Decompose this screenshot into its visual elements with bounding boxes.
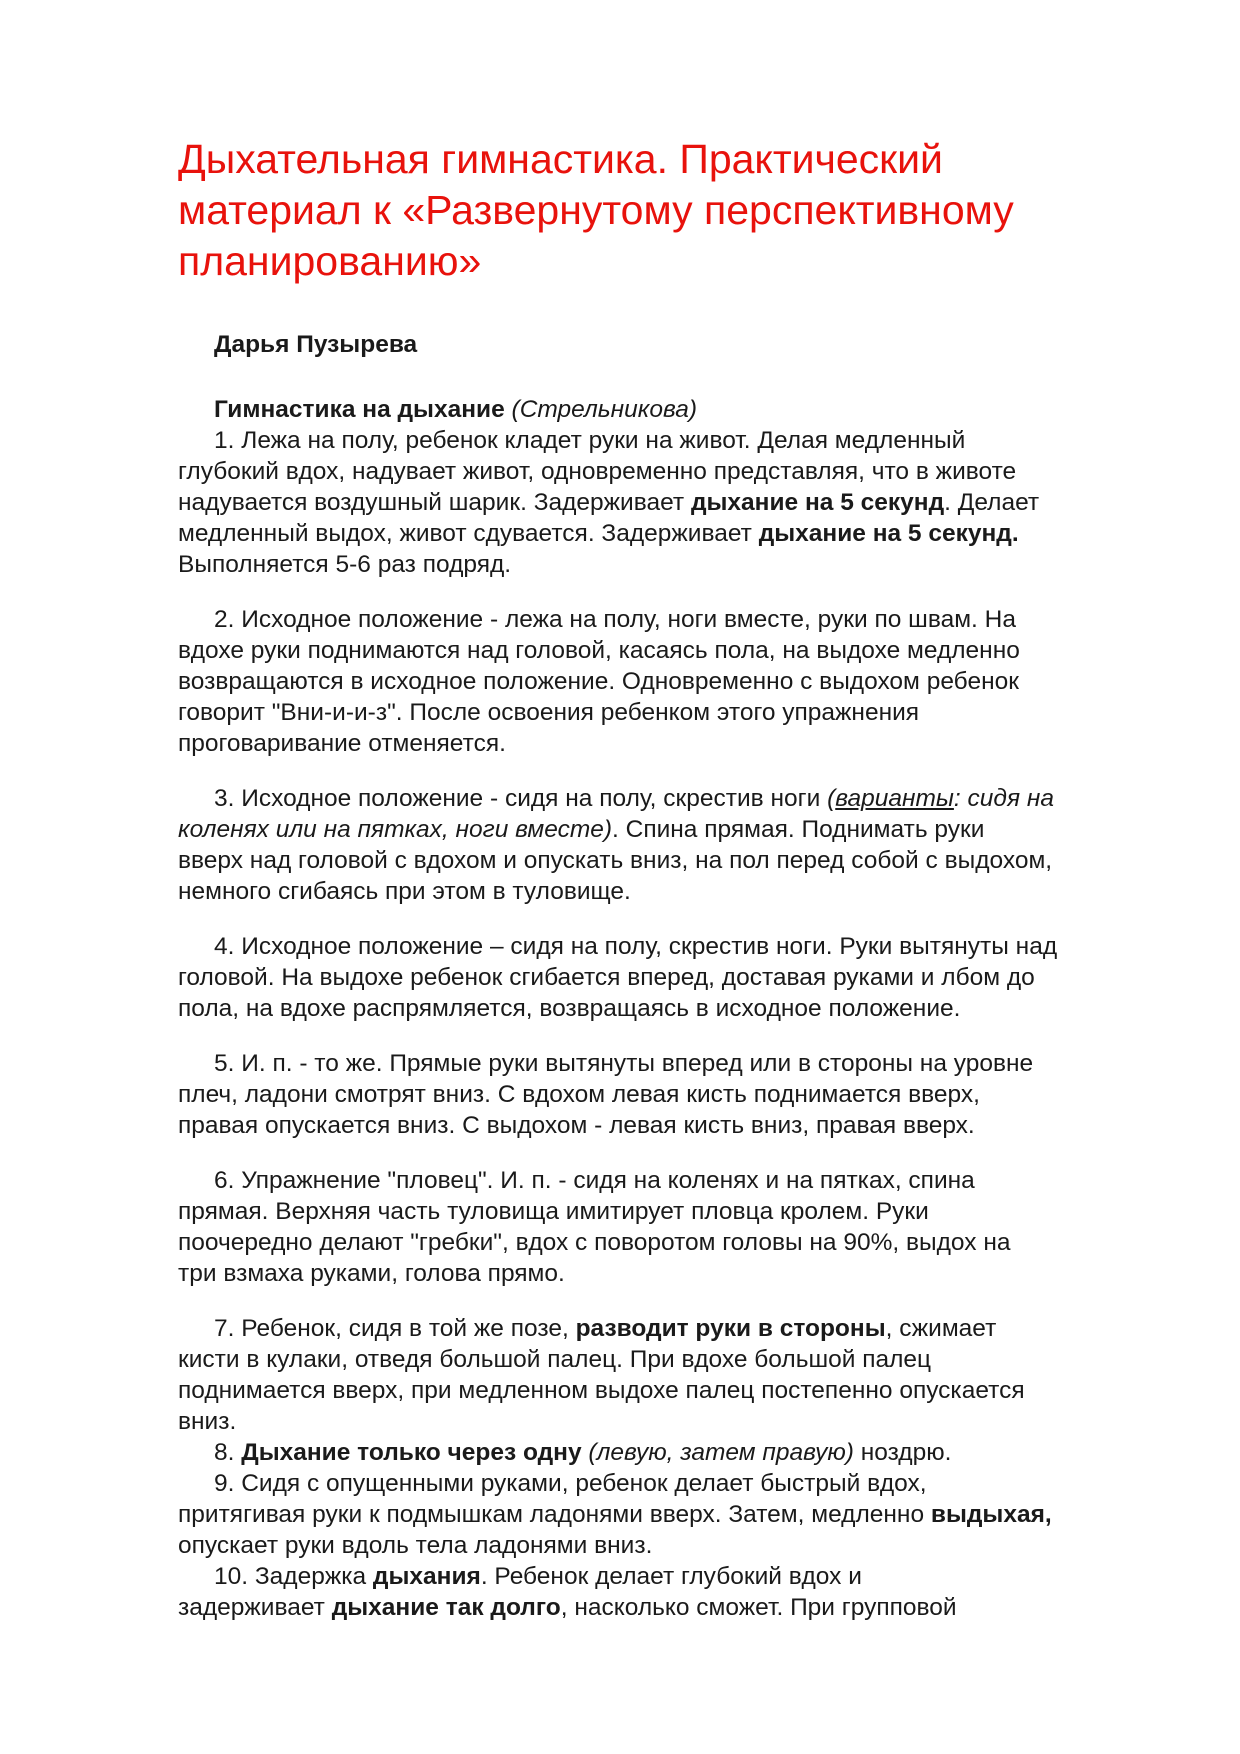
paragraph-line: надувается воздушный шарик. Задерживает дыхание на 5 секунд. Делает bbox=[178, 489, 1040, 516]
exercise-10 bbox=[178, 1561, 1158, 1623]
exercise-5 bbox=[178, 1048, 1158, 1141]
paragraph-line: 2. Исходное положение - лежа на полу, ноги вместе, руки по швам. На bbox=[214, 606, 1016, 633]
document-body bbox=[178, 329, 1158, 1623]
paragraph-line: 8. Дыхание только через одну (левую, затем правую) ноздрю. bbox=[214, 1439, 952, 1466]
paragraph-line: 9. Сидя с опущенными руками, ребенок делает быстрый вдох, bbox=[214, 1470, 927, 1497]
section-heading-bold: Гимнастика на дыхание bbox=[214, 396, 505, 423]
paragraph-line: вверх над головой с вдохом и опускать вниз, на пол перед собой с выдохом, bbox=[178, 847, 1053, 874]
paragraph-line: вдохе руки поднимаются над головой, касаясь пола, на выдохе медленно bbox=[178, 637, 1020, 664]
spacer bbox=[178, 759, 1158, 783]
paragraph-line: поочередно делают "гребки", вдох с поворотом головы на 90%, выдох на bbox=[178, 1229, 1011, 1256]
section-heading-italic: (Стрельникова) bbox=[511, 396, 697, 423]
paragraph-line: 1. Лежа на полу, ребенок кладет руки на живот. Делая медленный bbox=[214, 427, 966, 454]
exercise-3 bbox=[178, 783, 1158, 907]
exercise-7 bbox=[178, 1313, 1158, 1437]
paragraph-line: кисти в кулаки, отведя большой палец. При вдохе большой палец bbox=[178, 1346, 932, 1373]
spacer bbox=[178, 360, 1158, 394]
spacer bbox=[178, 907, 1158, 931]
exercise-6 bbox=[178, 1165, 1158, 1289]
title-line: Дыхательная гимнастика. Практический bbox=[178, 136, 943, 182]
paragraph-line: прямая. Верхняя часть туловища имитирует пловца кролем. Руки bbox=[178, 1198, 929, 1225]
paragraph-line: поднимается вверх, при медленном выдохе палец постепенно опускается bbox=[178, 1377, 1025, 1404]
paragraph-line: задерживает дыхание так долго, насколько сможет. При групповой bbox=[178, 1594, 957, 1621]
paragraph-line: плеч, ладони смотрят вниз. С вдохом левая кисть поднимается вверх, bbox=[178, 1081, 980, 1108]
exercise-1 bbox=[178, 425, 1158, 580]
paragraph-line: 7. Ребенок, сидя в той же позе, разводит руки в стороны, сжимает bbox=[214, 1315, 997, 1342]
paragraph-line: возвращаются в исходное положение. Одновременно с выдохом ребенок bbox=[178, 668, 1019, 695]
paragraph-line: говорит "Вни-и-и-з". После освоения ребенком этого упражнения bbox=[178, 699, 920, 726]
paragraph-line: головой. На выдохе ребенок сгибается вперед, доставая руками и лбом до bbox=[178, 964, 1035, 991]
paragraph-line: глубокий вдох, надувает живот, одновременно представляя, что в животе bbox=[178, 458, 1017, 485]
paragraph-line: правая опускается вниз. С выдохом - левая кисть вниз, правая вверх. bbox=[178, 1112, 975, 1139]
paragraph-line: коленях или на пятках, ноги вместе). Спина прямая. Поднимать руки bbox=[178, 816, 985, 843]
paragraph-line: 3. Исходное положение - сидя на полу, скрестив ноги (варианты: сидя на bbox=[214, 785, 1054, 812]
exercise-9 bbox=[178, 1468, 1158, 1561]
author-name: Дарья Пузырева bbox=[214, 331, 418, 358]
paragraph-line: проговаривание отменяется. bbox=[178, 730, 506, 757]
paragraph-line: 10. Задержка дыхания. Ребенок делает глубокий вдох и bbox=[214, 1563, 862, 1590]
document-title bbox=[178, 134, 1138, 287]
paragraph-line: притягивая руки к подмышкам ладонями вверх. Затем, медленно выдыхая, bbox=[178, 1501, 1052, 1528]
paragraph-line: вниз. bbox=[178, 1408, 237, 1435]
spacer bbox=[178, 1141, 1158, 1165]
spacer bbox=[178, 580, 1158, 604]
paragraph-line: Выполняется 5-6 раз подряд. bbox=[178, 551, 512, 578]
paragraph-line: опускает руки вдоль тела ладонями вниз. bbox=[178, 1532, 653, 1559]
paragraph-line: три взмаха руками, голова прямо. bbox=[178, 1260, 565, 1287]
paragraph-line: немного сгибаясь при этом в туловище. bbox=[178, 878, 631, 905]
exercise-8 bbox=[178, 1437, 1158, 1468]
paragraph-line: 5. И. п. - то же. Прямые руки вытянуты вперед или в стороны на уровне bbox=[214, 1050, 1034, 1077]
section-heading bbox=[178, 394, 1158, 425]
title-line: планированию» bbox=[178, 238, 482, 284]
spacer bbox=[178, 1289, 1158, 1313]
paragraph-line: 4. Исходное положение – сидя на полу, скрестив ноги. Руки вытянуты над bbox=[214, 933, 1058, 960]
paragraph-line: пола, на вдохе распрямляется, возвращаясь в исходное положение. bbox=[178, 995, 961, 1022]
exercise-2 bbox=[178, 604, 1158, 759]
paragraph-line: медленный выдох, живот сдувается. Задерживает дыхание на 5 секунд. bbox=[178, 520, 1019, 547]
paragraph-line: 6. Упражнение "пловец". И. п. - сидя на коленях и на пятках, спина bbox=[214, 1167, 975, 1194]
spacer bbox=[178, 1024, 1158, 1048]
exercise-4 bbox=[178, 931, 1158, 1024]
title-line: материал к «Развернутому перспективному bbox=[178, 187, 1014, 233]
